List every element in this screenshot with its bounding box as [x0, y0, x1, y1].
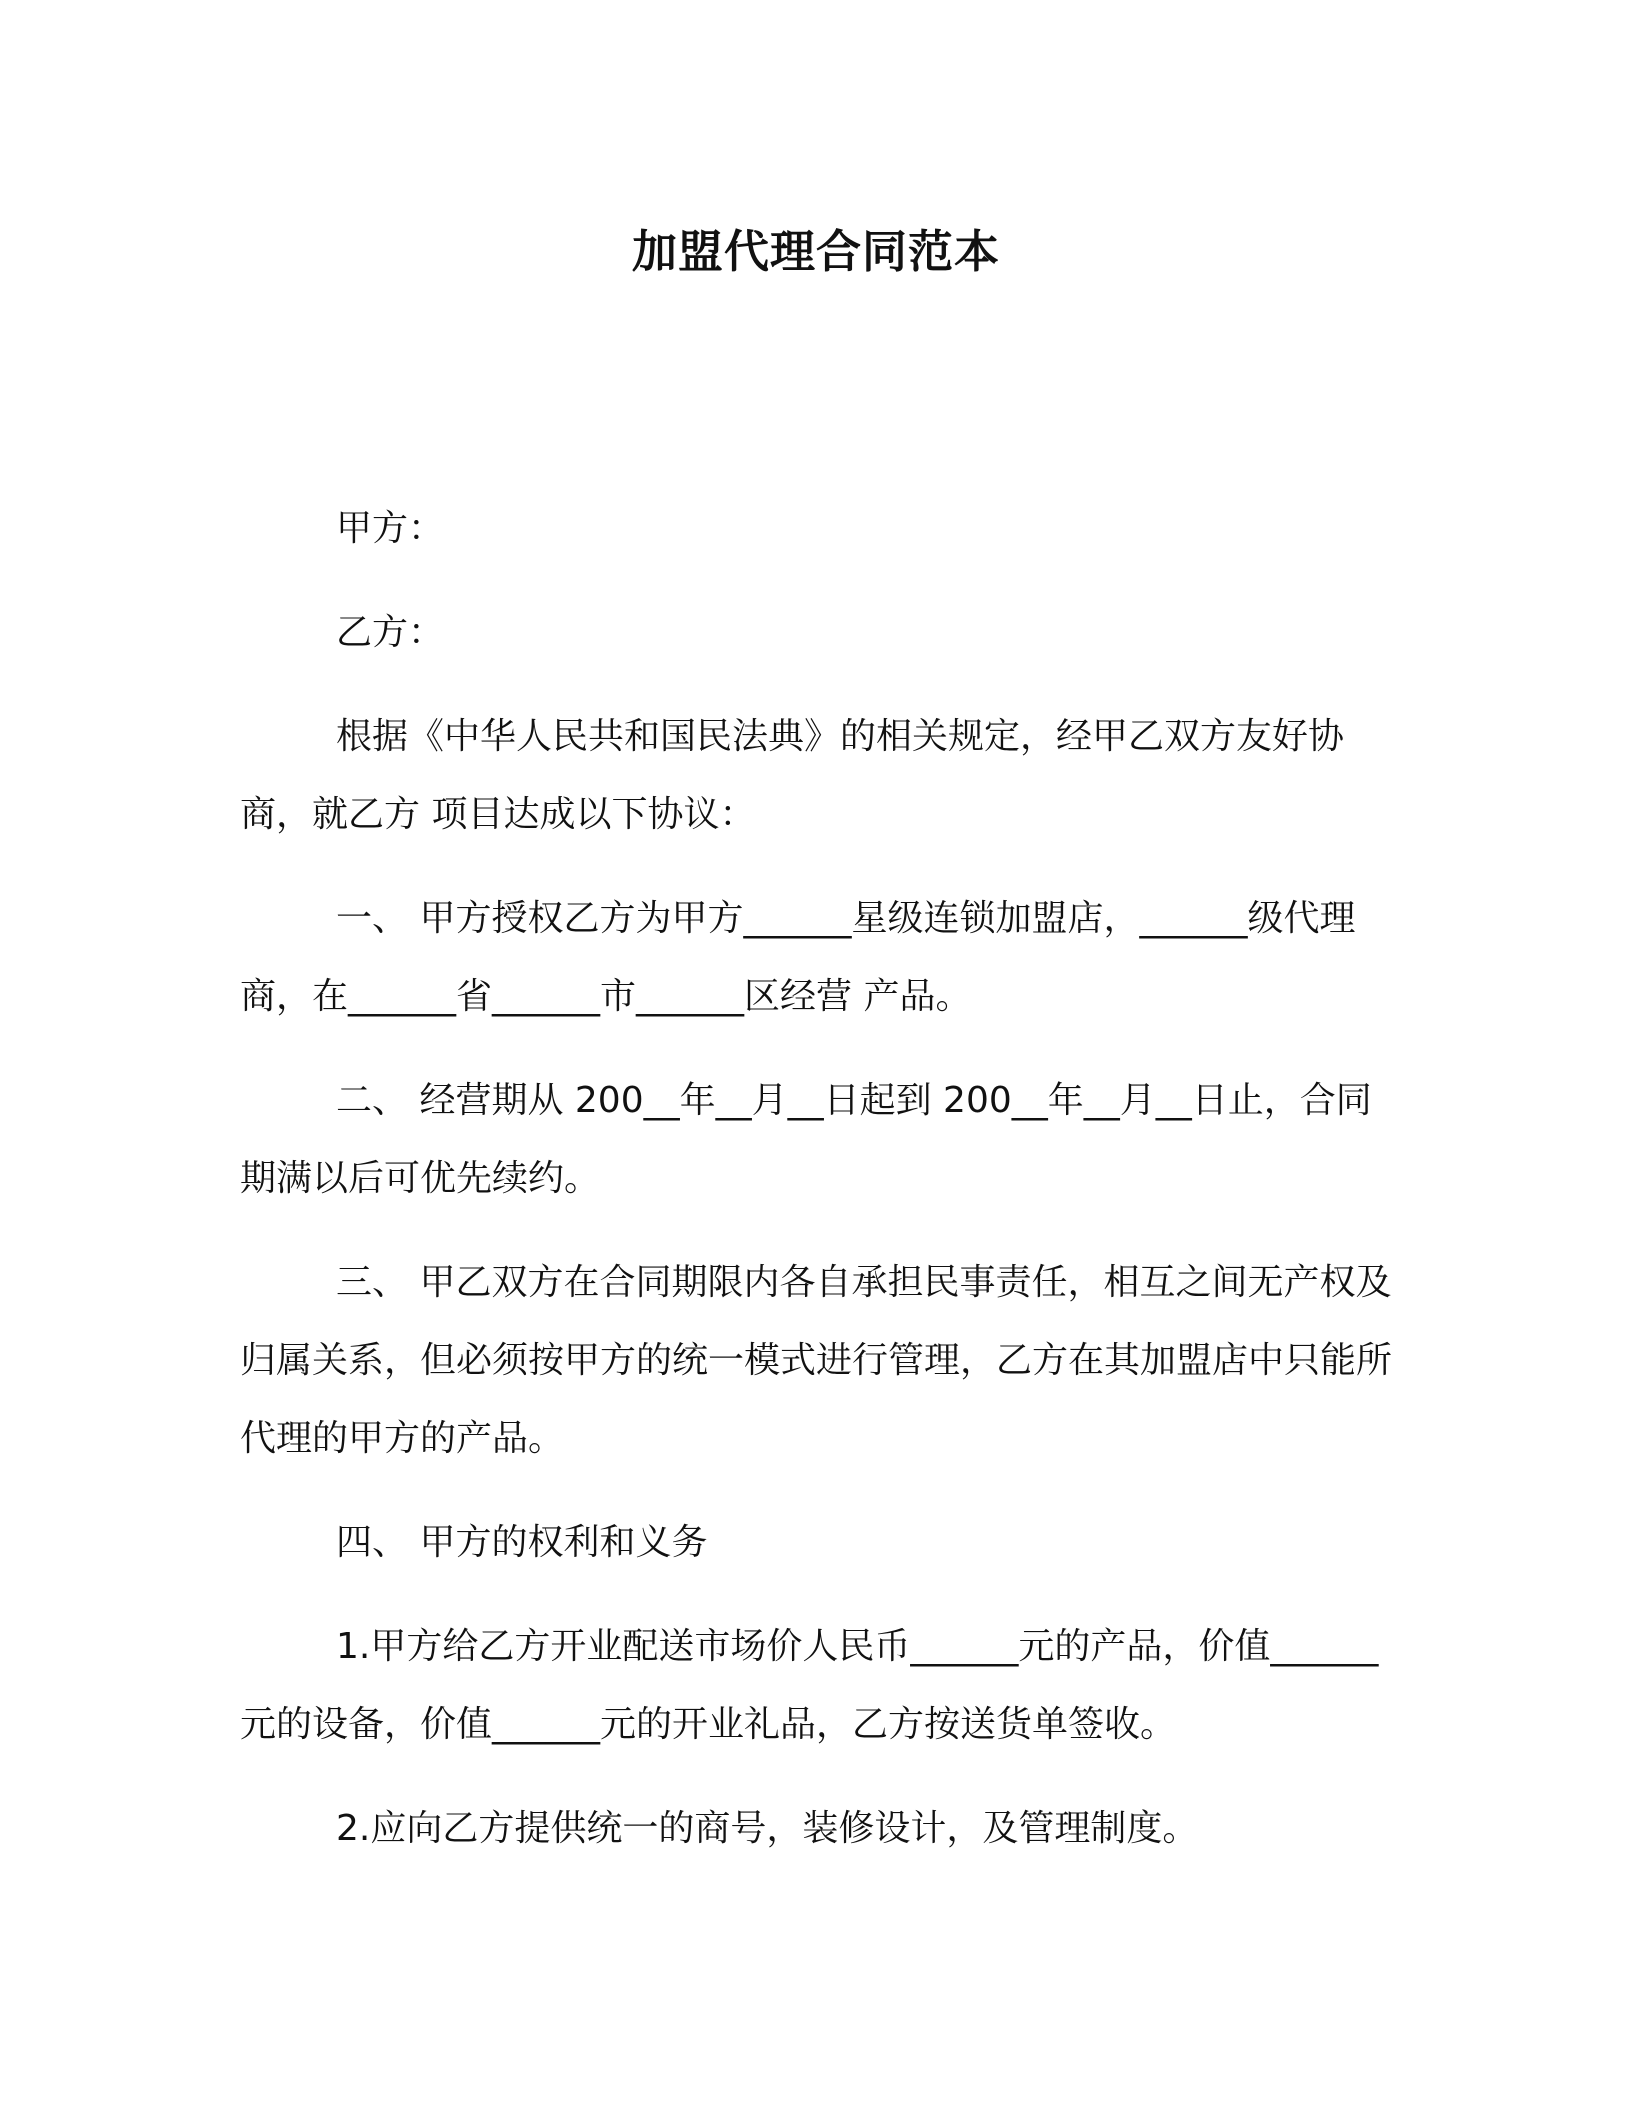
- preamble-paragraph: 根据《中华人民共和国民法典》的相关规定，经甲乙双方友好协商，就乙方 项目达成以下协议：: [240, 716, 1345, 835]
- clause-4-heading: 四、 甲方的权利和义务: [336, 1522, 708, 1563]
- party-b-line: 乙方：: [336, 612, 445, 653]
- party-a-line: 甲方：: [336, 508, 445, 549]
- clause-3-paragraph: 三、 甲乙双方在合同期限内各自承担民事责任，相互之间无产权及归属关系，但必须按甲方的统一模式进行管理，乙方在其加盟店中只能所代理的甲方的产品。: [240, 1262, 1393, 1459]
- document-title: 加盟代理合同范本: [631, 225, 1000, 278]
- document-body: [240, 490, 1392, 1894]
- clause-1-paragraph: 一、 甲方授权乙方为甲方______星级连锁加盟店，______级代理商，在______省______市______区经营 产品。: [240, 898, 1356, 1017]
- clause-4-item-2: 2.应向乙方提供统一的商号，装修设计，及管理制度。: [336, 1808, 1199, 1849]
- clause-2-paragraph: 二、 经营期从 200__年__月__日起到 200__年__月__日止，合同期满以后可优先续约。: [240, 1080, 1372, 1199]
- clause-4-item-1: 1.甲方给乙方开业配送市场价人民币______元的产品，价值______元的设备，价值______元的开业礼品，乙方按送货单签收。: [240, 1626, 1379, 1745]
